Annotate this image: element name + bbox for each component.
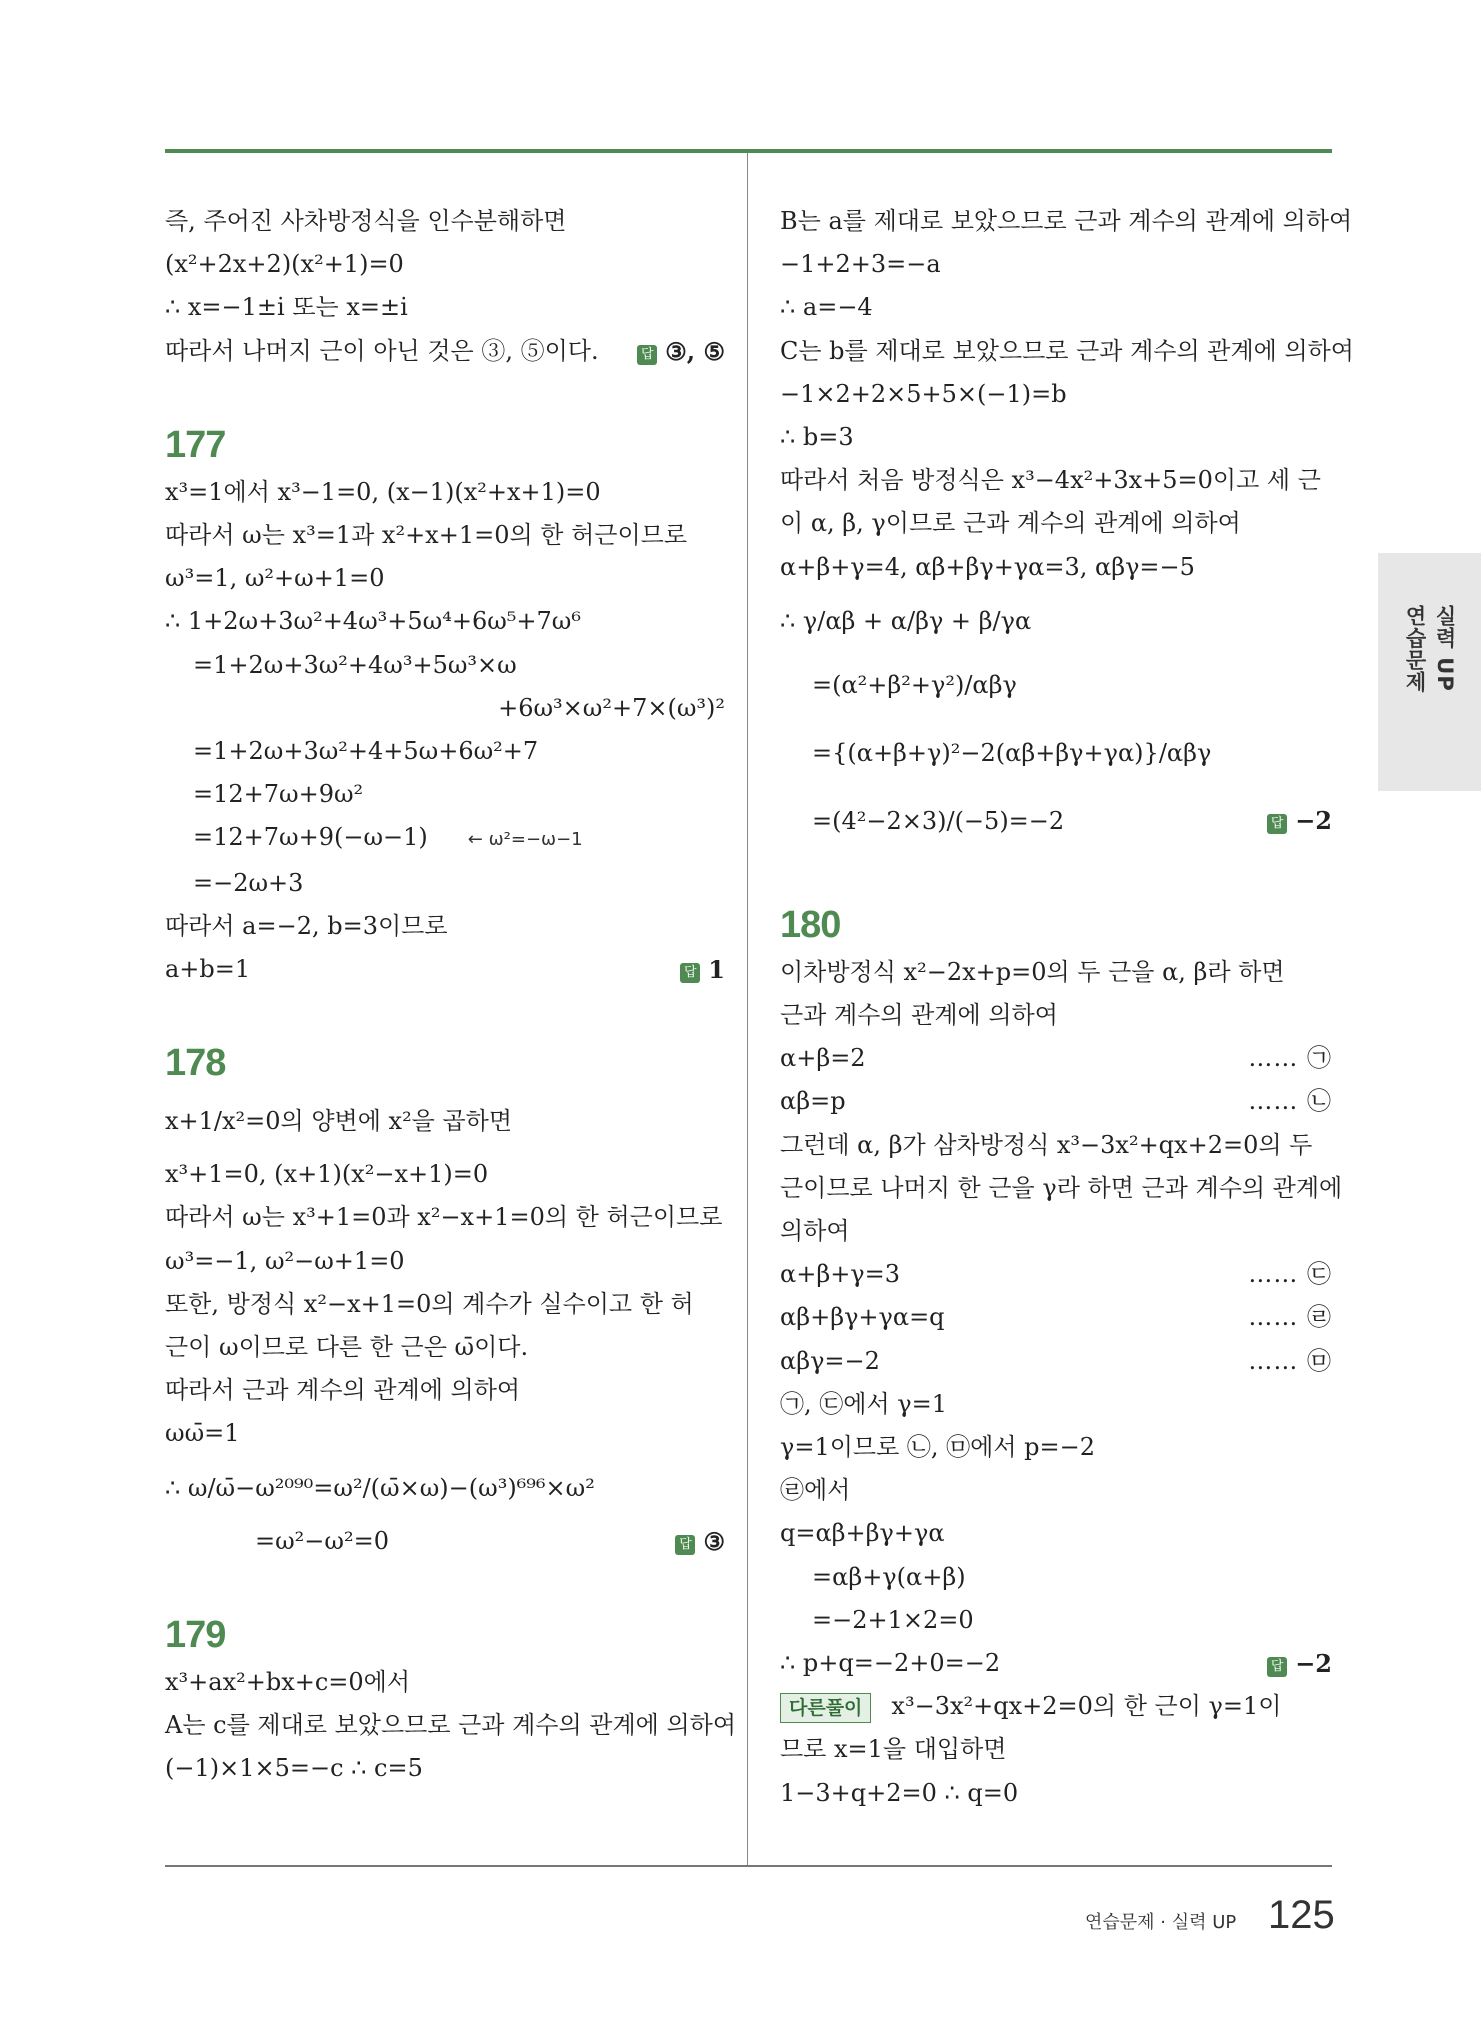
line-text: ∴ x=−1±i 또는 x=±i [165,293,408,322]
solution-line [165,557,725,600]
solution-line [780,1599,1332,1642]
solution-line [780,1642,1332,1685]
solution-line [780,1512,1332,1555]
solution-line [165,1661,725,1704]
solution-line [165,1704,737,1747]
column-divider [747,153,748,1865]
solution-line [780,653,1332,717]
problem-number: 178 [165,1042,226,1085]
solution-line [780,1210,1332,1253]
solution-line [165,1196,725,1239]
answer-value: ③ [703,1526,725,1556]
solution-line [165,730,725,773]
equation-marker: …… ㉢ [1248,1260,1332,1289]
line-text: 따라서 ω는 x³+1=0과 x²−x+1=0의 한 허근이므로 [165,1203,723,1232]
line-text: =1+2ω+3ω²+4+5ω+6ω²+7 [193,737,539,766]
answer-badge-icon: 답 [1267,1657,1287,1677]
solution-line [780,1685,1332,1728]
line-text: =−2+1×2=0 [812,1605,974,1634]
solution-line [165,1520,725,1563]
side-tab-label-2: 연습문제 [1403,605,1427,693]
line-text: a+b=1 [165,955,251,984]
answer-value: 1 [708,955,725,985]
side-tab-label-1: 실력 UP [1433,605,1457,692]
solution-line [165,243,725,286]
solution-line [165,862,725,905]
solution-line [780,416,1332,459]
solution-line [165,816,725,861]
line-text: αβ+βγ+γα=q [780,1303,945,1332]
line-text: A는 c를 제대로 보았으므로 근과 계수의 관계에 의하여 [165,1711,737,1740]
line-text: 따라서 처음 방정식은 x³−4x²+3x+5=0이고 세 근 [780,466,1321,495]
solution-line [780,200,1353,243]
line-text: ∴ b=3 [780,423,854,452]
line-text: 1−3+q+2=0 ∴ q=0 [780,1778,1019,1807]
line-text: ∴ 1+2ω+3ω²+4ω³+5ω⁴+6ω⁵+7ω⁶ [165,607,581,636]
solution-line [780,1253,1332,1296]
line-text: x³−3x²+qx+2=0의 한 근이 γ=1이 [891,1692,1282,1721]
solution-line [165,687,725,730]
solution-line [780,1037,1332,1080]
solution-line [780,243,1332,286]
solution-line [780,1426,1332,1469]
answer-value: −2 [1295,805,1332,835]
problem-number: 180 [780,903,841,946]
solution-line [780,1340,1332,1383]
solution-line [165,1240,725,1283]
answer-value: −2 [1295,1649,1332,1679]
line-text: 따라서 근과 계수의 관계에 의하여 [165,1376,521,1405]
line-text: =(α²+β²+γ²)/αβγ [812,670,1017,699]
line-text: α+β+γ=4, αβ+βγ+γα=3, αβγ=−5 [780,552,1195,581]
line-text: =12+7ω+9ω² [193,780,364,809]
line-text: +6ω³×ω²+7×(ω³)² [498,693,725,722]
solution-line [165,644,725,687]
line-text: ㉣에서 [780,1476,851,1505]
equation-marker: …… ㉣ [1248,1303,1332,1332]
page-number: 125 [1268,1893,1335,1937]
line-text: (x²+2x+2)(x²+1)=0 [165,250,404,279]
line-text: 따라서 ω는 x³=1과 x²+x+1=0의 한 허근이므로 [165,521,688,550]
line-text: 근이므로 나머지 한 근을 γ라 하면 근과 계수의 관계에 [780,1173,1343,1202]
line-text: x³+ax²+bx+c=0에서 [165,1667,411,1696]
line-text: 즉, 주어진 사차방정식을 인수분해하면 [165,207,567,235]
line-text: 의하여 [780,1217,850,1246]
solution-line [780,1469,1332,1512]
line-text: C는 b를 제대로 보았으므로 근과 계수의 관계에 의하여 [780,336,1354,365]
line-text: ∴ ω/ω̄−ω²⁰⁹⁰=ω²/(ω̄×ω)−(ω³)⁶⁹⁶×ω² [165,1473,595,1502]
line-text: 근과 계수의 관계에 의하여 [780,1001,1058,1030]
solution-line [780,789,1332,853]
line-text: B는 a를 제대로 보았으므로 근과 계수의 관계에 의하여 [780,207,1353,235]
line-text: αβ=p [780,1087,846,1116]
problem-number: 179 [165,1613,226,1656]
line-text: =(4²−2×3)/(−5)=−2 [812,806,1065,835]
line-text: α+β=2 [780,1044,866,1073]
line-text: ∴ p+q=−2+0=−2 [780,1649,1001,1678]
line-text: ωω̄=1 [165,1419,240,1448]
line-text: =αβ+γ(α+β) [812,1562,966,1591]
solution-line [780,1772,1332,1815]
line-text: αβγ=−2 [780,1346,880,1375]
solution-line [165,471,725,514]
solution-line [165,1369,725,1412]
line-text: =−2ω+3 [193,868,304,897]
line-text: ㉠, ㉢에서 γ=1 [780,1389,947,1418]
line-text: x+1/x²=0의 양변에 x²을 곱하면 [165,1107,513,1136]
right-column [780,200,1354,1815]
answer-badge-icon: 답 [680,963,700,983]
solution-line [165,1283,725,1326]
line-text: x³=1에서 x³−1=0, (x−1)(x²+x+1)=0 [165,477,601,506]
header-rule [165,149,1332,153]
line-text: ∴ a=−4 [780,293,873,322]
solution-line [165,1747,725,1790]
line-text: (−1)×1×5=−c ∴ c=5 [165,1754,423,1783]
solution-line [165,600,725,643]
line-text: α+β+γ=3 [780,1260,901,1289]
solution-line [780,951,1332,994]
solution-line [780,546,1332,589]
solution-line [780,1728,1332,1771]
solution-line [165,905,725,948]
solution-line [780,994,1332,1037]
line-text: q=αβ+βγ+γα [780,1519,945,1548]
line-text: 따라서 a=−2, b=3이므로 [165,911,448,940]
line-text: 그런데 α, β가 삼차방정식 x³−3x²+qx+2=0의 두 [780,1130,1313,1159]
solution-line [165,1456,725,1520]
line-text: 근이 ω이므로 다른 한 근은 ω̄이다. [165,1333,529,1362]
solution-line [780,1383,1332,1426]
solution-line [780,717,1332,789]
line-text: ω³=−1, ω²−ω+1=0 [165,1246,405,1275]
answer [1267,789,1332,853]
solution-line [780,1124,1332,1167]
line-text: 므로 x=1을 대입하면 [780,1735,1007,1764]
problem-number: 177 [165,423,226,466]
left-column [165,200,737,1790]
solution-line [780,1167,1343,1210]
solution-line [780,1296,1332,1339]
solution-line [780,1556,1332,1599]
alternate-solution-tag: 다른풀이 [780,1693,871,1723]
answer-badge-icon: 답 [675,1535,695,1555]
line-text: 따라서 나머지 근이 아닌 것은 ③, ⑤이다. [165,336,599,365]
solution-line [165,1089,725,1153]
solution-line [165,773,725,816]
line-text: ω³=1, ω²+ω+1=0 [165,564,385,593]
answer-value: ③, ⑤ [665,336,725,366]
line-text: ={(α+β+γ)²−2(αβ+βγ+γα)}/αβγ [812,738,1212,767]
solution-line [780,589,1332,653]
solution-line [780,330,1354,373]
solution-line [165,948,725,991]
line-text: =12+7ω+9(−ω−1) [193,823,428,852]
solution-line [165,1326,725,1369]
solution-line [165,514,725,557]
equation-marker: …… ㉠ [1248,1044,1332,1073]
solution-line [780,502,1332,545]
answer [637,330,725,373]
line-text: =ω²−ω²=0 [255,1526,389,1555]
line-text: ∴ γ/αβ + α/βγ + β/γα [780,606,1032,635]
solution-line [165,1153,725,1196]
solution-line [780,1080,1332,1123]
footer-section-label: 연습문제 · 실력 UP [1085,1912,1237,1933]
line-text: 이 α, β, γ이므로 근과 계수의 관계에 의하여 [780,509,1241,538]
line-text: −1+2+3=−a [780,250,941,279]
solution-line [780,286,1332,329]
answer-badge-icon: 답 [637,345,657,365]
equation-marker: …… ㉤ [1248,1346,1332,1375]
line-text: x³+1=0, (x+1)(x²−x+1)=0 [165,1160,489,1189]
side-note: ← ω²=−ω−1 [467,829,583,851]
solution-line [165,286,725,329]
solution-line [165,1412,725,1455]
answer [1267,1642,1332,1685]
solution-line [780,373,1332,416]
solution-line [780,459,1332,502]
line-text: γ=1이므로 ㉡, ㉤에서 p=−2 [780,1433,1096,1462]
solution-line [165,330,725,373]
line-text: −1×2+2×5+5×(−1)=b [780,379,1067,408]
line-text: =1+2ω+3ω²+4ω³+5ω³×ω [193,650,517,679]
equation-marker: …… ㉡ [1248,1087,1332,1116]
answer [675,1520,725,1563]
line-text: 이차방정식 x²−2x+p=0의 두 근을 α, β라 하면 [780,957,1285,986]
answer [680,948,725,991]
line-text: 또한, 방정식 x²−x+1=0의 계수가 실수이고 한 허 [165,1289,694,1318]
footer-rule [165,1865,1332,1867]
solution-line [165,200,725,243]
answer-badge-icon: 답 [1267,814,1287,834]
chapter-side-tab[interactable] [1378,553,1481,791]
